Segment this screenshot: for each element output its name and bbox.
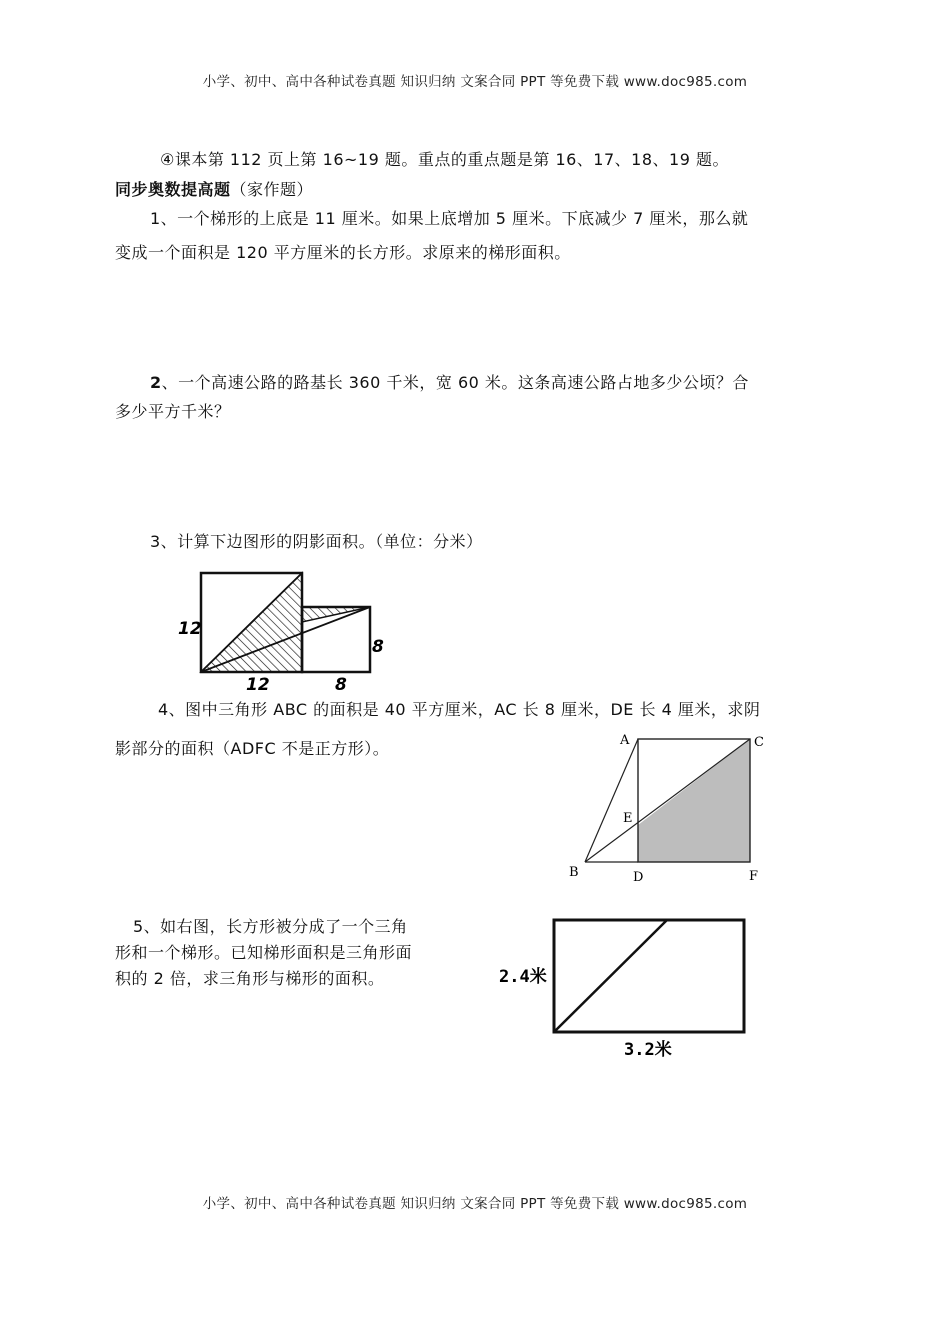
page-footer: 小学、初中、高中各种试卷真题 知识归纳 文案合同 PPT 等免费下载 www.doc985.com <box>202 1196 748 1212</box>
q3-text: 3、计算下边图形的阴影面积。（单位：分米） <box>150 532 483 551</box>
q4-figure <box>560 725 790 890</box>
q4-line2: 影部分的面积（ADFC 不是正方形）。 <box>115 739 390 758</box>
page-header: 小学、初中、高中各种试卷真题 知识归纳 文案合同 PPT 等免费下载 www.doc985.com <box>202 74 748 90</box>
q1-line1: 1、一个梯形的上底是 11 厘米。如果上底增加 5 厘米。下底减少 7 厘米，那么就 <box>150 209 749 228</box>
q5-line2: 形和一个梯形。已知梯形面积是三角形面 <box>115 943 413 962</box>
q4-line1: 4、图中三角形 ABC 的面积是 40 平方厘米，AC 长 8 厘米，DE 长 4 厘米，求阴 <box>158 700 761 719</box>
q4-shaded-region <box>638 739 750 862</box>
q5-line1: 5、如右图，长方形被分成了一个三角 <box>133 917 408 936</box>
q2-line1-text: 、一个高速公路的路基长 360 千米，宽 60 米。这条高速公路占地多少公顷？合 <box>161 373 749 392</box>
q5-line3: 积的 2 倍，求三角形与梯形的面积。 <box>115 969 385 988</box>
q2-line1 <box>150 370 749 393</box>
section-note: （家作题） <box>230 180 314 199</box>
q5-divider-line <box>554 920 667 1032</box>
q5-height-label: 2.4米 <box>499 967 547 987</box>
q3-figure <box>170 562 410 694</box>
q4-label-a: A <box>620 733 630 748</box>
intro-text: ④课本第 112 页上第 16~19 题。重点的重点题是第 16、17、18、19 题。 <box>160 150 729 169</box>
q1-line2: 变成一个面积是 120 平方厘米的长方形。求原来的梯形面积。 <box>115 243 571 262</box>
q3-label-right: 8 <box>372 637 384 657</box>
section-title: 同步奥数提高题 <box>115 180 231 199</box>
q3-label-bottom-right: 8 <box>335 675 347 694</box>
q4-label-d: D <box>633 870 644 885</box>
q2-line2: 多少平方千米？ <box>115 402 231 421</box>
q5-width-label: 3.2米 <box>624 1040 672 1060</box>
q4-label-f: F <box>749 869 759 884</box>
q4-label-c: C <box>754 735 764 750</box>
q4-label-b: B <box>569 865 579 880</box>
q5-figure <box>495 910 755 1065</box>
q2-number: 2 <box>150 373 162 392</box>
q4-label-e: E <box>623 811 633 826</box>
q3-label-left: 12 <box>178 619 202 639</box>
section-heading <box>115 177 313 200</box>
q3-label-bottom-left: 12 <box>246 675 270 694</box>
